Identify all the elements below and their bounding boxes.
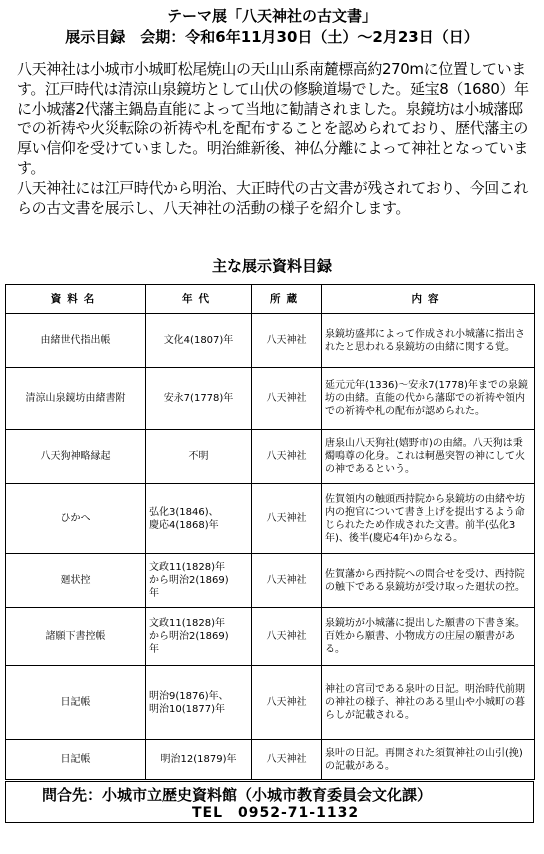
row-owner: 八天神社 <box>252 666 322 740</box>
contact-box <box>5 781 534 823</box>
row-content: 延元元年(1336)～安永7(1778)年までの泉鏡坊の由緒。直能の代から藩邸での祈祷や領内での祈祷や札の配布が認められた。 <box>322 368 535 430</box>
intro-paragraph-1: 八天神社は小城市小城町松尾焼山の天山山系南麓標高約270mに位置しています。江戸時代は清涼山泉鏡坊として山伏の修験道場でした。延宝8（1680）年に小城藩2代藩主鍋島直能によって当地に勧請されました。泉鏡坊は小城藩邸での祈祷や火災転除の祈祷や札を配布することを認められており、歴代藩主の厚い信仰を受けていました。明治維新後、神仏分離によって神社となっています。 <box>17 60 529 177</box>
table-row <box>6 554 535 608</box>
row-era: 明治12(1879)年 <box>146 740 252 780</box>
exhibition-title: テーマ展「八天神社の古文書」 <box>166 7 377 25</box>
table-row <box>6 430 535 484</box>
catalog-heading: 主な展示資料目録 <box>211 257 332 275</box>
row-owner: 八天神社 <box>252 430 322 484</box>
row-era: 不明 <box>146 430 252 484</box>
exhibition-period: 展示目録 会期：令和6年11月30日（土）～2月23日（日） <box>65 28 479 46</box>
row-owner: 八天神社 <box>252 314 322 368</box>
column-header-name: 資料名 <box>6 285 146 314</box>
row-name: ひかへ <box>6 484 146 554</box>
row-content: 泉鏡坊が小城藩に提出した願書の下書き案。百姓から願書、小物成方の庄屋の願書がある。 <box>322 608 535 666</box>
row-owner: 八天神社 <box>252 554 322 608</box>
phone-number: TEL 0952-71-1132 <box>192 805 360 821</box>
column-header-content: 内容 <box>322 285 535 314</box>
row-content: 泉鏡坊盛邦によって作成され小城藩に指出されたと思われる泉鏡坊の由緒に関する覚。 <box>322 314 535 368</box>
row-owner: 八天神社 <box>252 484 322 554</box>
intro-paragraph-2: 八天神社には江戸時代から明治、大正時代の古文書が残されており、今回これらの古文書を展示し、八天神社の活動の様子を紹介します。 <box>17 178 529 217</box>
table-row <box>6 368 535 430</box>
row-name: 清涼山泉鏡坊由緒書附 <box>6 368 146 430</box>
row-content: 泉叶の日記。再開された須賀神社の山引(挽)の記載がある。 <box>322 740 535 780</box>
row-era: 文政11(1828)年 から明治2(1869) 年 <box>146 554 252 608</box>
table-row <box>6 740 535 780</box>
row-name: 日記帳 <box>6 666 146 740</box>
row-era: 安永7(1778)年 <box>146 368 252 430</box>
table-row <box>6 666 535 740</box>
row-content: 佐賀藩から西持院への問合せを受け、西持院の触下である泉鏡坊が受け取った廻状の控。 <box>322 554 535 608</box>
row-era: 文化4(1807)年 <box>146 314 252 368</box>
intro-text <box>17 60 535 218</box>
catalog-table <box>5 284 535 780</box>
row-name: 八天狗神略縁起 <box>6 430 146 484</box>
row-name: 廻状控 <box>6 554 146 608</box>
row-name: 由緒世代指出帳 <box>6 314 146 368</box>
contact-info: 問合先：小城市立歴史資料館（小城市教育委員会文化課） <box>42 786 433 804</box>
table-row <box>6 484 535 554</box>
table-row <box>6 314 535 368</box>
catalog-header-row <box>6 285 535 314</box>
row-content: 佐賀領内の触頭西持院から泉鏡坊の由緒や坊内の抱官について書き上げを提出するよう命じられたため作成された文書。前半(弘化3年)、後半(慶応4年)からなる。 <box>322 484 535 554</box>
row-content: 唐泉山八天狗社(嬉野市)の由緒。八天狗は秉燭鳴尊の化身。これは軻愚突智の神にして火の神であるという。 <box>322 430 535 484</box>
row-content: 神社の宮司である泉叶の日記。明治時代前期の神社の様子、神社のある里山や小城町の暮らしが記載される。 <box>322 666 535 740</box>
row-owner: 八天神社 <box>252 608 322 666</box>
table-row <box>6 608 535 666</box>
row-era: 明治9(1876)年、 明治10(1877)年 <box>146 666 252 740</box>
row-name: 日記帳 <box>6 740 146 780</box>
column-header-era: 年代 <box>146 285 252 314</box>
row-era: 弘化3(1846)、 慶応4(1868)年 <box>146 484 252 554</box>
row-era: 文政11(1828)年 から明治2(1869) 年 <box>146 608 252 666</box>
column-header-owner: 所蔵 <box>252 285 322 314</box>
row-owner: 八天神社 <box>252 368 322 430</box>
row-name: 諸願下書控帳 <box>6 608 146 666</box>
row-owner: 八天神社 <box>252 740 322 780</box>
